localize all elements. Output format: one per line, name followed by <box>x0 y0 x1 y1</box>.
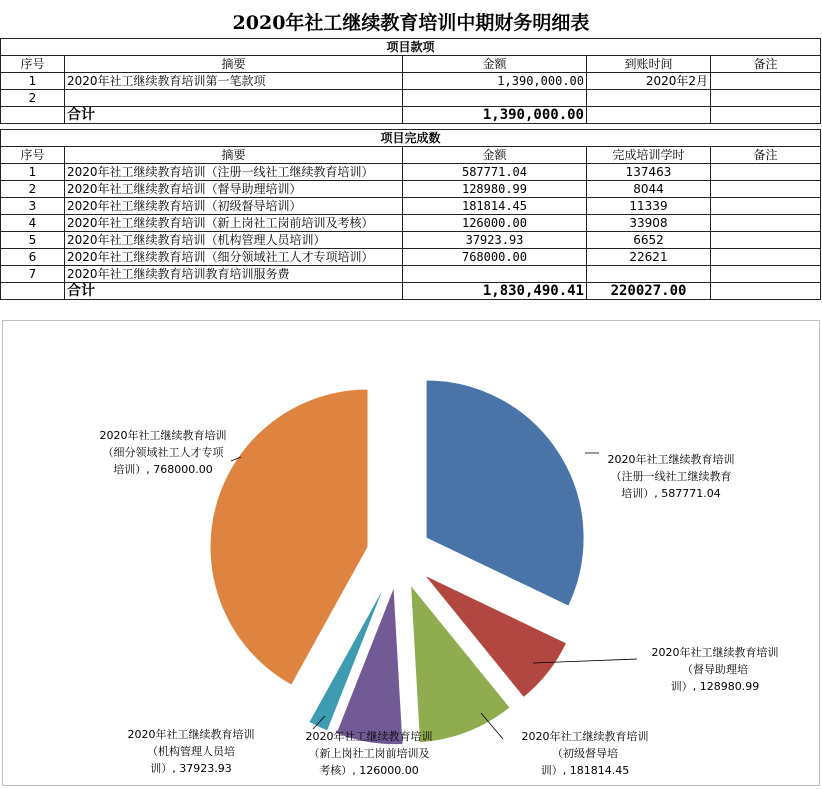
header-summary: 摘要 <box>65 147 403 164</box>
row-hours: 33908 <box>587 215 711 232</box>
total-label: 合计 <box>65 107 403 124</box>
row-date: 2020年2月 <box>587 73 711 90</box>
row-no: 6 <box>1 249 65 266</box>
table-row <box>1 215 821 232</box>
pie-slice-1 <box>426 380 584 606</box>
table-row <box>1 181 821 198</box>
table-row <box>1 249 821 266</box>
funds-section-heading: 项目款项 <box>1 39 821 56</box>
header-amount: 金额 <box>403 147 587 164</box>
funds-header-row <box>1 56 821 73</box>
completion-table <box>0 129 821 300</box>
total-empty-cell <box>711 107 821 124</box>
total-hours: 220027.00 <box>587 283 711 300</box>
row-summary: 2020年社工继续教育培训教育培训服务费 <box>65 266 403 283</box>
row-summary <box>65 90 403 107</box>
header-note: 备注 <box>711 56 821 73</box>
table-row <box>1 266 821 283</box>
row-amount <box>403 266 587 283</box>
row-hours: 11339 <box>587 198 711 215</box>
total-label: 合计 <box>65 283 403 300</box>
row-amount: 587771.04 <box>403 164 587 181</box>
pie-slice-6 <box>210 389 368 685</box>
data-label-3: 2020年社工继续教育培训（初级督导培训）, 181814.45 <box>521 730 649 777</box>
row-hours: 8044 <box>587 181 711 198</box>
total-empty-cell <box>1 283 65 300</box>
row-summary: 2020年社工继续教育培训第一笔款项 <box>65 73 403 90</box>
total-amount: 1,390,000.00 <box>403 107 587 124</box>
row-no: 7 <box>1 266 65 283</box>
header-hours: 完成培训学时 <box>587 147 711 164</box>
pie-chart <box>3 321 819 785</box>
table-row <box>1 73 821 90</box>
data-label-2: 2020年社工继续教育培训（督导助理培训）, 128980.99 <box>651 646 779 693</box>
completion-section-heading: 项目完成数 <box>1 130 821 147</box>
row-hours <box>587 266 711 283</box>
row-amount <box>403 90 587 107</box>
total-amount: 1,830,490.41 <box>403 283 587 300</box>
row-note <box>711 266 821 283</box>
header-note: 备注 <box>711 147 821 164</box>
data-label-5: 2020年社工继续教育培训（机构管理人员培训）, 37923.93 <box>127 728 255 775</box>
row-hours: 6652 <box>587 232 711 249</box>
row-amount: 37923.93 <box>403 232 587 249</box>
row-no: 1 <box>1 73 65 90</box>
row-note <box>711 73 821 90</box>
table-row <box>1 90 821 107</box>
data-label-1: 2020年社工继续教育培训（注册一线社工继续教育培训）, 587771.04 <box>607 453 735 500</box>
row-hours: 137463 <box>587 164 711 181</box>
row-no: 1 <box>1 164 65 181</box>
row-hours: 22621 <box>587 249 711 266</box>
row-amount: 1,390,000.00 <box>403 73 587 90</box>
header-no: 序号 <box>1 56 65 73</box>
funds-total-row <box>1 107 821 124</box>
row-amount: 128980.99 <box>403 181 587 198</box>
row-summary: 2020年社工继续教育培训（督导助理培训） <box>65 181 403 198</box>
row-no: 4 <box>1 215 65 232</box>
row-no: 5 <box>1 232 65 249</box>
row-note <box>711 90 821 107</box>
row-amount: 768000.00 <box>403 249 587 266</box>
completion-total-row <box>1 283 821 300</box>
row-summary: 2020年社工继续教育培训（细分领域社工人才专项培训） <box>65 249 403 266</box>
header-date: 到账时间 <box>587 56 711 73</box>
page-title: 2020年社工继续教育培训中期财务明细表 <box>232 12 590 34</box>
total-empty-cell <box>587 107 711 124</box>
row-no: 3 <box>1 198 65 215</box>
row-amount: 181814.45 <box>403 198 587 215</box>
row-amount: 126000.00 <box>403 215 587 232</box>
header-amount: 金额 <box>403 56 587 73</box>
data-label-6: 2020年社工继续教育培训（细分领域社工人才专项培训）, 768000.00 <box>99 429 227 476</box>
funds-table <box>0 38 821 124</box>
total-empty-cell <box>1 107 65 124</box>
data-label-4: 2020年社工继续教育培训（新上岗社工岗前培训及考核）, 126000.00 <box>305 730 433 777</box>
row-note <box>711 215 821 232</box>
total-empty-cell <box>711 283 821 300</box>
row-summary: 2020年社工继续教育培训（机构管理人员培训） <box>65 232 403 249</box>
row-note <box>711 181 821 198</box>
table-row <box>1 232 821 249</box>
table-row <box>1 164 821 181</box>
row-date <box>587 90 711 107</box>
row-note <box>711 249 821 266</box>
completion-header-row <box>1 147 821 164</box>
row-note <box>711 198 821 215</box>
row-note <box>711 232 821 249</box>
row-summary: 2020年社工继续教育培训（新上岗社工岗前培训及考核） <box>65 215 403 232</box>
row-summary: 2020年社工继续教育培训（注册一线社工继续教育培训） <box>65 164 403 181</box>
row-no: 2 <box>1 181 65 198</box>
header-summary: 摘要 <box>65 56 403 73</box>
row-no: 2 <box>1 90 65 107</box>
row-note <box>711 164 821 181</box>
table-row <box>1 198 821 215</box>
row-summary: 2020年社工继续教育培训（初级督导培训） <box>65 198 403 215</box>
header-no: 序号 <box>1 147 65 164</box>
pie-chart-frame <box>2 320 820 786</box>
